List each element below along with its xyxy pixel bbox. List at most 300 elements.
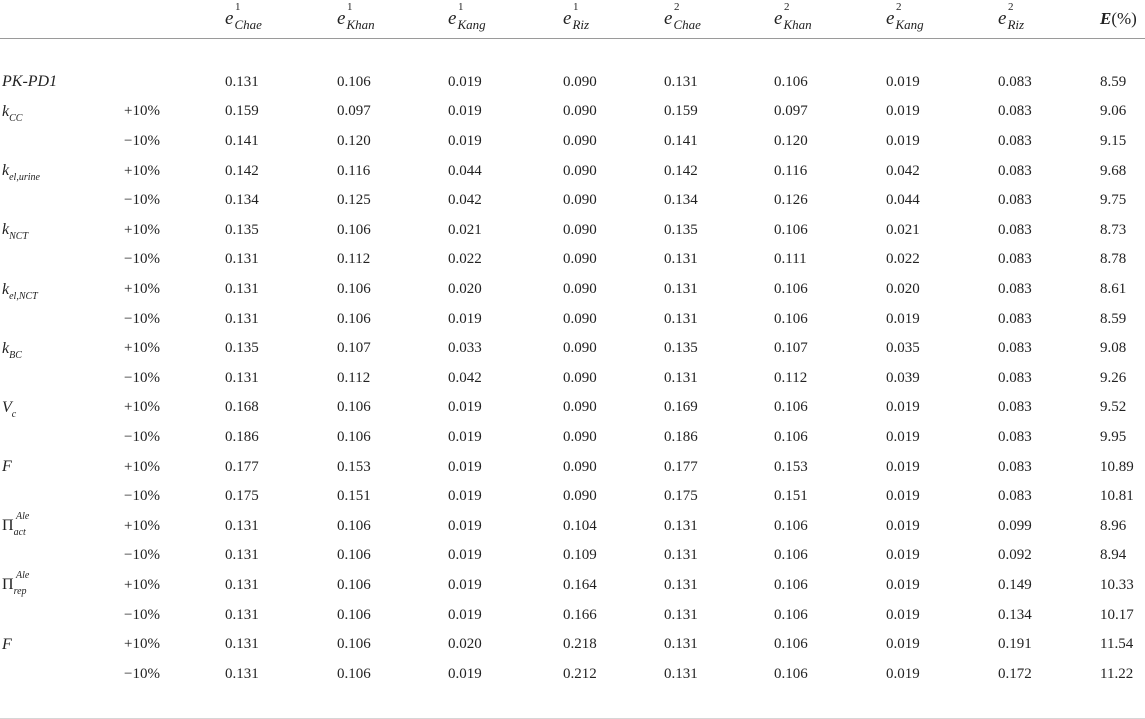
- header-subscript: Chae: [234, 16, 262, 32]
- error-value-cell: 0.106: [774, 636, 808, 653]
- error-value-cell: 0.090: [563, 73, 597, 90]
- error-value-cell: 0.090: [563, 281, 597, 298]
- error-value-cell: 0.022: [886, 251, 920, 268]
- parameter-base: Π: [2, 576, 14, 594]
- error-value-cell: 0.106: [774, 606, 808, 623]
- perturbation-cell: −10%: [124, 310, 160, 327]
- error-value-cell: 0.019: [886, 399, 920, 416]
- parameter-cell: [0, 127, 124, 157]
- parameter-base: PK-PD1: [2, 73, 58, 91]
- error-value-cell: 0.106: [337, 310, 371, 327]
- error-value-cell: 0.097: [337, 103, 371, 120]
- header-subscript: Riz: [1007, 16, 1025, 32]
- perturbation-cell: [124, 68, 225, 98]
- error-value-cell: 0.106: [774, 221, 808, 238]
- error-value-cell: 0.083: [998, 399, 1032, 416]
- error-value-cell: 0.172: [998, 665, 1032, 682]
- error-value-cell: 0.090: [563, 369, 597, 386]
- error-value-cell: 0.131: [225, 606, 259, 623]
- parameter-subscript: NCT: [9, 231, 29, 243]
- error-value-cell: 0.212: [563, 665, 597, 682]
- total-error-cell: 10.89: [1100, 458, 1134, 475]
- parameter-symbol: [2, 458, 12, 476]
- total-error-cell: 9.95: [1100, 429, 1127, 446]
- perturbation-cell: +10%: [124, 576, 160, 593]
- header-base-symbol: e: [563, 7, 572, 29]
- parameter-cell: [0, 600, 124, 630]
- error-value-cell: 0.021: [886, 221, 920, 238]
- error-value-cell: 0.019: [886, 429, 920, 446]
- error-value-cell: 0.149: [998, 576, 1032, 593]
- error-value-cell: 0.019: [886, 576, 920, 593]
- header-symbol: [998, 0, 1025, 32]
- error-value-cell: 0.186: [664, 429, 698, 446]
- parameter-cell: [0, 364, 124, 394]
- error-value-cell: 0.019: [886, 310, 920, 327]
- table-row: [0, 571, 1145, 601]
- parameter-subscript: act: [13, 527, 26, 539]
- error-value-cell: 0.116: [337, 162, 371, 179]
- table-row: [0, 482, 1145, 512]
- perturbation-cell: −10%: [124, 133, 160, 150]
- table-row: [0, 541, 1145, 571]
- header-error-col-1: [225, 0, 337, 38]
- error-value-cell: 0.106: [337, 399, 371, 416]
- error-value-cell: 0.104: [563, 517, 597, 534]
- error-value-cell: 0.131: [664, 665, 698, 682]
- parameter-cell: [0, 482, 124, 512]
- error-value-cell: 0.159: [225, 103, 259, 120]
- table-row: [0, 423, 1145, 453]
- header-subscript: Kang: [895, 16, 924, 32]
- total-error-cell: 8.73: [1100, 221, 1127, 238]
- error-value-cell: 0.120: [337, 133, 371, 150]
- error-value-cell: 0.083: [998, 103, 1032, 120]
- header-subscript: Chae: [673, 16, 701, 32]
- error-value-cell: 0.106: [774, 665, 808, 682]
- error-value-cell: 0.083: [998, 221, 1032, 238]
- header-error-symbol: E: [1100, 8, 1112, 28]
- parameter-symbol: [2, 511, 30, 539]
- error-value-cell: 0.019: [886, 547, 920, 564]
- error-value-cell: 0.083: [998, 192, 1032, 209]
- table-row: [0, 156, 1145, 186]
- error-value-cell: 0.131: [225, 251, 259, 268]
- error-value-cell: 0.131: [225, 517, 259, 534]
- total-error-cell: 11.54: [1100, 636, 1134, 653]
- error-value-cell: 0.218: [563, 636, 597, 653]
- header-total-error: [1100, 0, 1145, 38]
- perturbation-cell: +10%: [124, 340, 160, 357]
- header-error-col-4: [563, 0, 664, 38]
- parameter-cell: [0, 245, 124, 275]
- error-value-cell: 0.112: [337, 251, 371, 268]
- error-value-cell: 0.090: [563, 133, 597, 150]
- error-value-cell: 0.020: [448, 281, 482, 298]
- total-error-cell: 8.59: [1100, 310, 1127, 327]
- error-value-cell: 0.022: [448, 251, 482, 268]
- error-value-cell: 0.168: [225, 399, 259, 416]
- total-error-cell: 9.68: [1100, 162, 1127, 179]
- error-value-cell: 0.153: [337, 458, 371, 475]
- error-value-cell: 0.134: [998, 606, 1032, 623]
- error-value-cell: 0.106: [337, 429, 371, 446]
- error-value-cell: 0.131: [664, 636, 698, 653]
- parameter-symbol: [2, 398, 17, 420]
- error-value-cell: 0.083: [998, 488, 1032, 505]
- header-superscript: 2: [784, 0, 790, 13]
- error-value-cell: 0.159: [664, 103, 698, 120]
- error-value-cell: 0.177: [225, 458, 259, 475]
- parameter-cell: [0, 68, 124, 98]
- header-error-col-3: [448, 0, 563, 38]
- error-value-cell: 0.112: [337, 369, 371, 386]
- error-value-cell: 0.120: [774, 133, 808, 150]
- total-error-cell: 8.61: [1100, 281, 1127, 298]
- error-value-cell: 0.106: [337, 636, 371, 653]
- error-value-cell: 0.090: [563, 458, 597, 475]
- parameter-base: k: [2, 162, 10, 180]
- parameter-cell: [0, 186, 124, 216]
- error-value-cell: 0.042: [448, 192, 482, 209]
- perturbation-cell: +10%: [124, 399, 160, 416]
- bottom-rule: [0, 689, 1145, 719]
- perturbation-cell: +10%: [124, 517, 160, 534]
- header-superscript: 2: [896, 0, 902, 13]
- error-value-cell: 0.083: [998, 369, 1032, 386]
- table-row: [0, 659, 1145, 689]
- header-symbol: [448, 0, 486, 32]
- header-base-symbol: e: [774, 7, 783, 29]
- header-base-symbol: e: [337, 7, 346, 29]
- error-value-cell: 0.131: [664, 517, 698, 534]
- table-row: [0, 630, 1145, 660]
- parameter-cell: [0, 97, 124, 127]
- perturbation-cell: +10%: [124, 221, 160, 238]
- parameter-symbol: [2, 570, 30, 598]
- header-error-col-6: [774, 0, 886, 38]
- table-header-row: [0, 0, 1145, 38]
- error-value-cell: 0.106: [337, 517, 371, 534]
- error-value-cell: 0.106: [774, 310, 808, 327]
- error-value-cell: 0.044: [886, 192, 920, 209]
- error-value-cell: 0.106: [774, 517, 808, 534]
- error-value-cell: 0.106: [774, 399, 808, 416]
- parameter-symbol: [2, 636, 12, 654]
- total-error-cell: 8.94: [1100, 547, 1127, 564]
- table-row: [0, 245, 1145, 275]
- parameter-symbol: [2, 73, 57, 91]
- error-value-cell: 0.021: [448, 221, 482, 238]
- error-value-cell: 0.142: [664, 162, 698, 179]
- error-value-cell: 0.191: [998, 636, 1032, 653]
- total-error-cell: 9.52: [1100, 399, 1127, 416]
- header-base-symbol: e: [664, 7, 673, 29]
- parameter-base: F: [2, 458, 12, 476]
- error-value-cell: 0.019: [448, 488, 482, 505]
- perturbation-cell: +10%: [124, 458, 160, 475]
- error-value-cell: 0.019: [448, 606, 482, 623]
- total-error-cell: 9.26: [1100, 369, 1127, 386]
- error-value-cell: 0.019: [448, 133, 482, 150]
- table-row: [0, 304, 1145, 334]
- parameter-subscript: c: [11, 408, 17, 420]
- perturbation-cell: −10%: [124, 547, 160, 564]
- parameter-cell: [0, 512, 124, 542]
- error-value-cell: 0.126: [774, 192, 808, 209]
- error-value-cell: 0.099: [998, 517, 1032, 534]
- header-base-symbol: e: [886, 7, 895, 29]
- parameter-symbol: [2, 102, 23, 124]
- parameter-cell: [0, 216, 124, 246]
- parameter-subscript: BC: [9, 349, 22, 361]
- error-value-cell: 0.131: [225, 665, 259, 682]
- total-error-cell: 9.06: [1100, 103, 1127, 120]
- error-value-cell: 0.131: [225, 547, 259, 564]
- header-error-col-8: [998, 0, 1100, 38]
- header-rule: [0, 38, 1145, 68]
- error-value-cell: 0.106: [337, 606, 371, 623]
- header-superscript: 1: [347, 0, 353, 13]
- perturbation-cell: −10%: [124, 665, 160, 682]
- header-symbol: [225, 0, 262, 32]
- error-value-cell: 0.134: [225, 192, 259, 209]
- error-value-cell: 0.106: [337, 221, 371, 238]
- total-error-cell: 8.78: [1100, 251, 1127, 268]
- error-value-cell: 0.090: [563, 310, 597, 327]
- error-value-cell: 0.019: [886, 103, 920, 120]
- error-value-cell: 0.092: [998, 547, 1032, 564]
- error-value-cell: 0.111: [774, 251, 807, 268]
- error-value-cell: 0.106: [337, 576, 371, 593]
- parameter-subscript: el,urine: [9, 172, 40, 184]
- parameter-symbol: [2, 280, 38, 302]
- parameter-cell: [0, 304, 124, 334]
- error-value-cell: 0.186: [225, 429, 259, 446]
- header-base-symbol: e: [998, 7, 1007, 29]
- error-value-cell: 0.106: [337, 547, 371, 564]
- header-superscript: 1: [573, 0, 579, 13]
- table-row: [0, 512, 1145, 542]
- header-superscript: 1: [235, 0, 241, 13]
- error-value-cell: 0.090: [563, 429, 597, 446]
- total-error-cell: 10.17: [1100, 606, 1134, 623]
- error-value-cell: 0.020: [448, 636, 482, 653]
- parameter-base: Π: [2, 517, 14, 535]
- error-value-cell: 0.019: [448, 547, 482, 564]
- error-value-cell: 0.135: [664, 221, 698, 238]
- error-value-cell: 0.112: [774, 369, 808, 386]
- perturbation-cell: −10%: [124, 429, 160, 446]
- perturbation-cell: +10%: [124, 162, 160, 179]
- error-value-cell: 0.166: [563, 606, 597, 623]
- table-row: [0, 127, 1145, 157]
- error-value-cell: 0.019: [448, 103, 482, 120]
- error-value-cell: 0.097: [774, 103, 808, 120]
- error-value-cell: 0.090: [563, 251, 597, 268]
- error-value-cell: 0.109: [563, 547, 597, 564]
- table-row: [0, 216, 1145, 246]
- header-superscript: 2: [674, 0, 680, 13]
- header-error-col-5: [664, 0, 774, 38]
- perturbation-cell: −10%: [124, 369, 160, 386]
- header-error-col-2: [337, 0, 448, 38]
- table-row: [0, 334, 1145, 364]
- error-value-cell: 0.019: [448, 458, 482, 475]
- error-value-cell: 0.019: [448, 310, 482, 327]
- parameter-base: k: [2, 280, 10, 298]
- header-subscript: Kang: [457, 16, 486, 32]
- error-value-cell: 0.131: [664, 251, 698, 268]
- header-parameter-blank: [0, 0, 124, 38]
- header-superscript: 1: [458, 0, 464, 13]
- total-error-cell: 10.81: [1100, 488, 1134, 505]
- total-error-cell: 9.15: [1100, 133, 1127, 150]
- error-value-cell: 0.164: [563, 576, 597, 593]
- header-subscript: Riz: [572, 16, 590, 32]
- parameter-symbol: [2, 339, 22, 361]
- error-value-cell: 0.131: [664, 73, 698, 90]
- error-value-cell: 0.090: [563, 103, 597, 120]
- perturbation-cell: +10%: [124, 281, 160, 298]
- parameter-superscript: Ale: [16, 511, 30, 523]
- error-value-cell: 0.033: [448, 340, 482, 357]
- total-error-cell: 9.08: [1100, 340, 1127, 357]
- error-value-cell: 0.083: [998, 281, 1032, 298]
- error-value-cell: 0.019: [886, 665, 920, 682]
- error-value-cell: 0.131: [664, 576, 698, 593]
- header-symbol: [774, 0, 812, 32]
- parameter-base: F: [2, 635, 12, 653]
- perturbation-cell: −10%: [124, 488, 160, 505]
- perturbation-cell: +10%: [124, 636, 160, 653]
- error-value-cell: 0.106: [337, 281, 371, 298]
- error-value-cell: 0.019: [886, 133, 920, 150]
- error-value-cell: 0.175: [225, 488, 259, 505]
- error-value-cell: 0.019: [886, 458, 920, 475]
- error-value-cell: 0.090: [563, 192, 597, 209]
- parameter-subscript: rep: [13, 586, 27, 598]
- header-base-symbol: e: [225, 7, 234, 29]
- parameter-cell: [0, 630, 124, 660]
- error-value-cell: 0.131: [225, 281, 259, 298]
- error-value-cell: 0.116: [774, 162, 808, 179]
- error-value-cell: 0.131: [664, 310, 698, 327]
- header-error-label: [1100, 9, 1137, 28]
- error-value-cell: 0.019: [448, 73, 482, 90]
- header-perturbation-blank: [124, 0, 225, 38]
- header-symbol: [886, 0, 924, 32]
- error-value-cell: 0.151: [774, 488, 808, 505]
- error-value-cell: 0.135: [225, 221, 259, 238]
- error-value-cell: 0.131: [225, 73, 259, 90]
- error-value-cell: 0.135: [225, 340, 259, 357]
- error-value-cell: 0.142: [225, 162, 259, 179]
- parameter-base: k: [2, 221, 10, 239]
- parameter-cell: [0, 156, 124, 186]
- header-superscript: 2: [1008, 0, 1014, 13]
- error-value-cell: 0.083: [998, 251, 1032, 268]
- error-value-cell: 0.083: [998, 340, 1032, 357]
- parameter-subscript: el,NCT: [9, 290, 38, 302]
- parameter-cell: [0, 275, 124, 305]
- error-value-cell: 0.131: [664, 547, 698, 564]
- error-value-cell: 0.135: [664, 340, 698, 357]
- table-row: [0, 97, 1145, 127]
- error-value-cell: 0.083: [998, 429, 1032, 446]
- error-value-cell: 0.131: [664, 606, 698, 623]
- error-value-cell: 0.019: [448, 517, 482, 534]
- parameter-symbol: [2, 221, 29, 243]
- error-value-cell: 0.035: [886, 340, 920, 357]
- error-value-cell: 0.042: [448, 369, 482, 386]
- error-value-cell: 0.131: [225, 576, 259, 593]
- header-symbol: [337, 0, 375, 32]
- error-value-cell: 0.106: [337, 665, 371, 682]
- total-error-cell: 10.33: [1100, 576, 1134, 593]
- parameter-cell: [0, 423, 124, 453]
- error-value-cell: 0.019: [886, 488, 920, 505]
- parameter-cell: [0, 334, 124, 364]
- error-value-cell: 0.106: [774, 547, 808, 564]
- error-value-cell: 0.106: [774, 576, 808, 593]
- parameter-subscript: CC: [9, 112, 23, 124]
- error-value-cell: 0.107: [337, 340, 371, 357]
- parameter-base: k: [2, 339, 10, 357]
- error-value-cell: 0.044: [448, 162, 482, 179]
- parameter-cell: [0, 393, 124, 423]
- error-value-cell: 0.039: [886, 369, 920, 386]
- error-value-cell: 0.106: [774, 73, 808, 90]
- parameter-cell: [0, 659, 124, 689]
- error-value-cell: 0.090: [563, 488, 597, 505]
- perturbation-cell: −10%: [124, 251, 160, 268]
- error-value-cell: 0.090: [563, 162, 597, 179]
- table-body: [0, 38, 1145, 719]
- error-value-cell: 0.020: [886, 281, 920, 298]
- error-value-cell: 0.106: [774, 281, 808, 298]
- error-value-cell: 0.177: [664, 458, 698, 475]
- table-row: [0, 452, 1145, 482]
- parameter-cell: [0, 571, 124, 601]
- error-value-cell: 0.131: [664, 369, 698, 386]
- error-value-cell: 0.131: [664, 281, 698, 298]
- error-value-cell: 0.083: [998, 73, 1032, 90]
- table-row: [0, 364, 1145, 394]
- error-value-cell: 0.042: [886, 162, 920, 179]
- error-value-cell: 0.083: [998, 162, 1032, 179]
- total-error-cell: 8.59: [1100, 73, 1127, 90]
- total-error-cell: 9.75: [1100, 192, 1127, 209]
- error-value-cell: 0.151: [337, 488, 371, 505]
- error-value-cell: 0.106: [774, 429, 808, 446]
- error-value-cell: 0.141: [664, 133, 698, 150]
- perturbation-cell: −10%: [124, 192, 160, 209]
- error-value-cell: 0.019: [448, 576, 482, 593]
- header-error-col-7: [886, 0, 998, 38]
- header-base-symbol: e: [448, 7, 457, 29]
- error-value-cell: 0.141: [225, 133, 259, 150]
- table-row: [0, 275, 1145, 305]
- table-row: [0, 600, 1145, 630]
- error-value-cell: 0.153: [774, 458, 808, 475]
- table-row: [0, 186, 1145, 216]
- parameter-superscript: Ale: [16, 570, 30, 582]
- error-value-cell: 0.090: [563, 399, 597, 416]
- parameter-base: V: [2, 398, 12, 416]
- error-value-cell: 0.169: [664, 399, 698, 416]
- perturbation-cell: −10%: [124, 606, 160, 623]
